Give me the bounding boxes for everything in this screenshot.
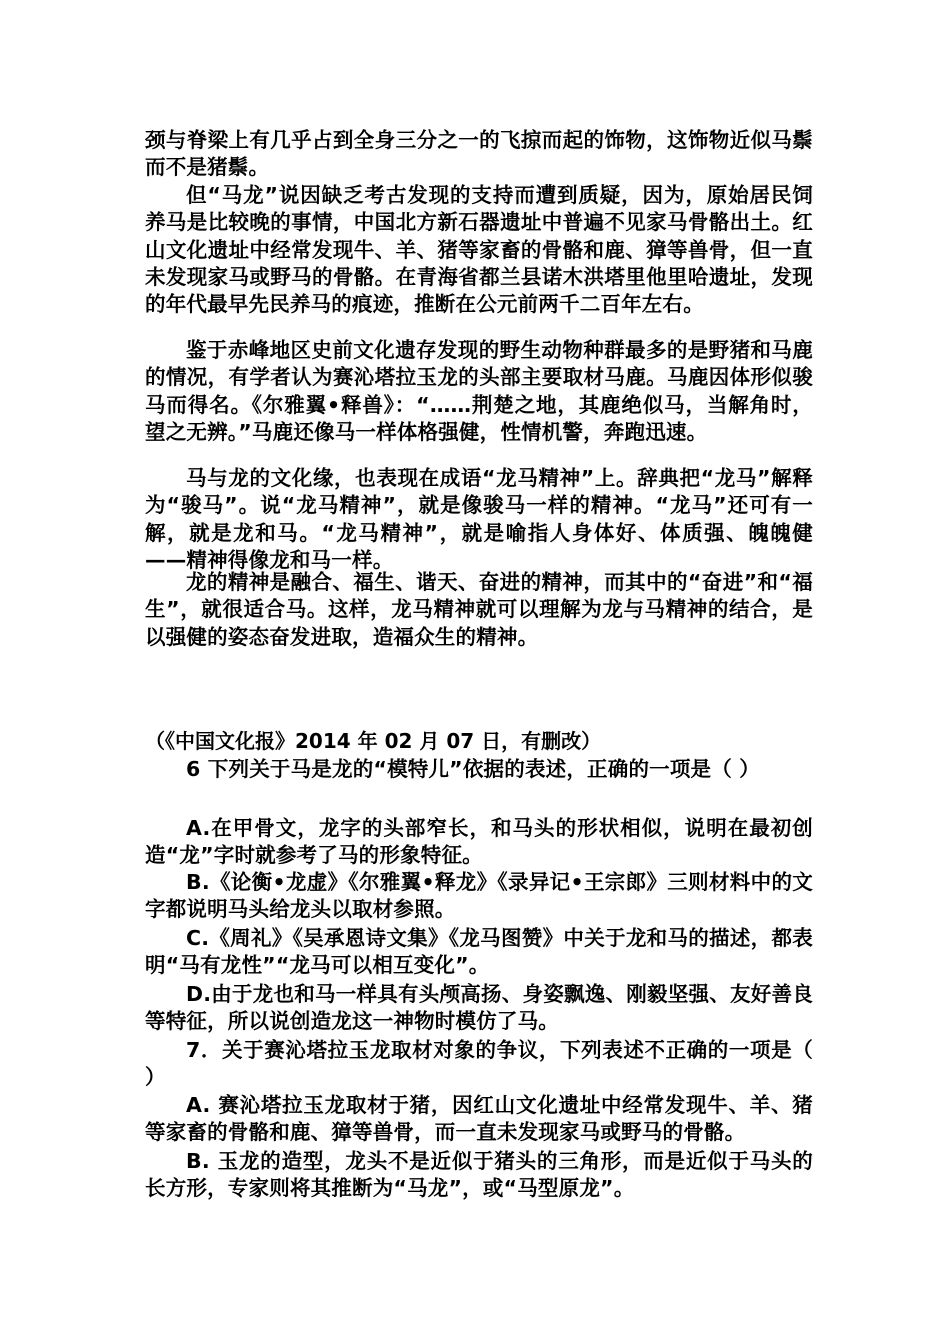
paragraph-4: 马与龙的文化缘，也表现在成语“龙马精神”上。辞典把“龙马”解释为“骏马”。说“龙马精神”，就是像骏马一样的精神。“龙马”还可有一解，就是龙和马。“龙马精神”，就是喻指人身体好、体质强、魄魄健 ——精神得像龙和马一样。 [145,466,813,572]
question-6-option-a: A.在甲骨文，龙字的头部窄长，和马头的形状相似，说明在最初创造“龙”字时就参考了马的形象特征。 [145,816,813,868]
paragraph-2: 但“马龙”说因缺乏考古发现的支持而遭到质疑，因为，原始居民饲养马是比较晚的事情，中国北方新石器遗址中普遍不见家马骨骼出土。红山文化遗址中经常发现牛、羊、猪等家畜的骨骼和鹿、獐等兽骨，但一直未发现家马或野马的骨骼。在青海省都兰县诺木洪塔里他里哈遗址，发现的年代最早先民养马的痕迹，推断在公元前两千二百年左右。 [145,183,813,317]
paragraph-1: 颈与脊梁上有几乎占到全身三分之一的飞掠而起的饰物，这饰物近似马鬃而不是猪鬃。 [145,128,813,180]
question-6-stem: 6 下列关于马是龙的“模特儿”依据的表述，正确的一项是（ ） [186,757,760,781]
question-6-option-c: C.《周礼》《吴承恩诗文集》《龙马图赞》中关于龙和马的描述，都表明“马有龙性”“龙马可以相互变化”。 [145,926,813,978]
question-6-option-b: B.《论衡•龙虚》《尔雅翼•释龙》《录异记•王宗郎》三则材料中的文字都说明马头给龙头以取材参照。 [145,870,813,922]
source-citation: （《中国文化报》2014 年 02 月 07 日，有删改） [145,729,602,753]
question-7-option-b: B. 玉龙的造型，龙头不是近似于猪头的三角形，而是近似于马头的长方形，专家则将其推断为“马龙”，或“马型原龙”。 [145,1149,813,1201]
question-7-stem: 7．关于赛沁塔拉玉龙取材对象的争议，下列表述不正确的一项是（ ） [145,1038,813,1090]
paragraph-3: 鉴于赤峰地区史前文化遗存发现的野生动物种群最多的是野猪和马鹿的情况，有学者认为赛沁塔拉玉龙的头部主要取材马鹿。马鹿因体形似骏马而得名。《尔雅翼•释兽》：“……荆楚之地，其鹿绝似马，当解角时，望之无辨。”马鹿还像马一样体格强健，性情机警，奔跑迅速。 [145,338,813,444]
question-7-option-a: A. 赛沁塔拉玉龙取材于猪，因红山文化遗址中经常发现牛、羊、猪等家畜的骨骼和鹿、獐等兽骨，而一直未发现家马或野马的骨骼。 [145,1093,813,1145]
question-6-option-d: D.由于龙也和马一样具有头颅高扬、身姿飘逸、刚毅坚强、友好善良等特征，所以说创造龙这一神物时模仿了马。 [145,982,813,1034]
paragraph-5: 龙的精神是融合、福生、谐天、奋进的精神，而其中的“奋进”和“福生”，就很适合马。这样，龙马精神就可以理解为龙与马精神的结合，是以强健的姿态奋发进取，造福众生的精神。 [145,570,813,649]
